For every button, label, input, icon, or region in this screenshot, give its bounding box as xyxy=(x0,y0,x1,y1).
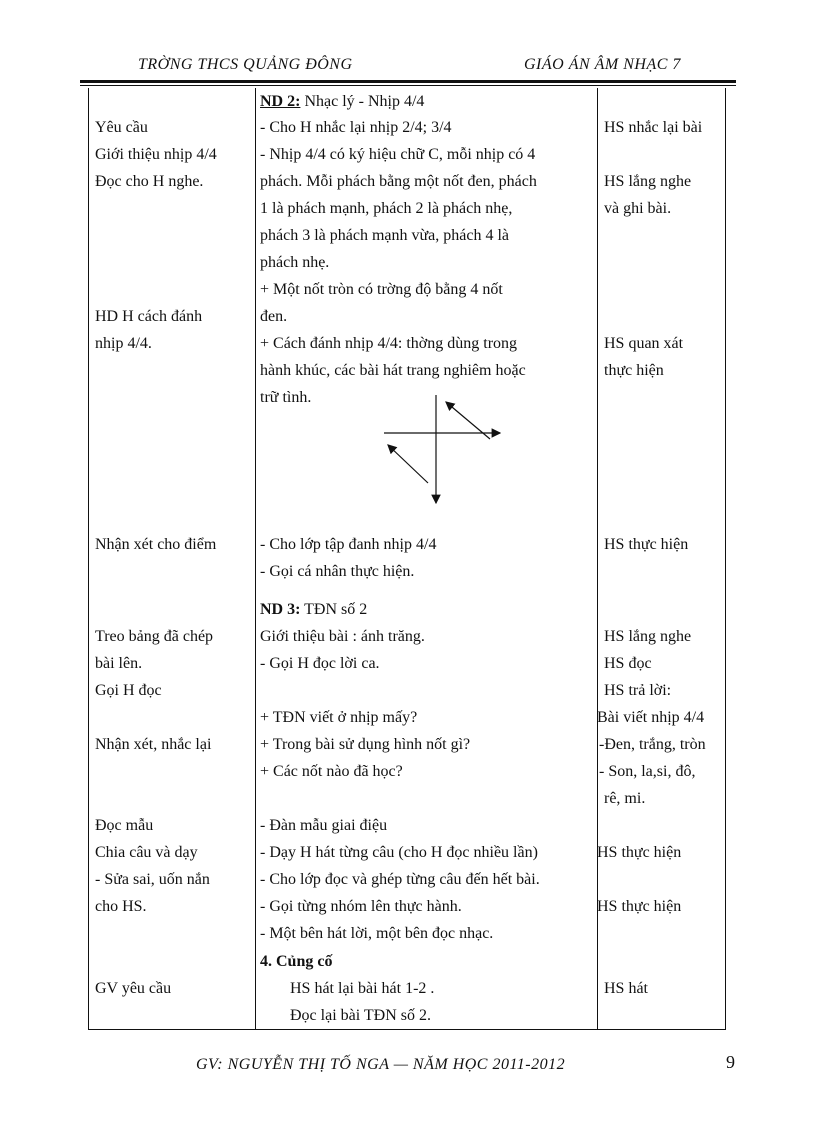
content-line: - Dạy H hát từng câu (cho H đọc nhiều lần) xyxy=(260,844,538,861)
content-line: phách. Mỗi phách bằng một nốt đen, phách xyxy=(260,173,537,190)
content-line: - Cho H nhắc lại nhịp 2/4; 3/4 xyxy=(260,119,452,136)
content-line: - Đàn mẫu giai điệu xyxy=(260,817,388,834)
section-label: ND 3: xyxy=(260,601,301,618)
content-line: - Gọi từng nhóm lên thực hành. xyxy=(260,898,462,915)
section-heading-nd3 xyxy=(260,596,367,623)
section-label: ND 2: xyxy=(260,93,301,110)
student-activity: và ghi bài. xyxy=(604,200,672,217)
teacher-activity: Chia câu và dạy xyxy=(95,844,198,861)
student-activity: rê, mi. xyxy=(604,790,646,807)
content-line: - Cho lớp đọc và ghép từng câu đến hết bài. xyxy=(260,871,540,888)
header-rule-thin xyxy=(80,85,736,86)
content-line: HS hát lại bài hát 1-2 . xyxy=(290,980,435,997)
teacher-activity: cho HS. xyxy=(95,898,147,915)
teacher-activity: Nhận xét, nhắc lại xyxy=(95,736,212,753)
teacher-activity: Giới thiệu nhịp 4/4 xyxy=(95,146,217,163)
teacher-activity: Yêu cầu xyxy=(95,119,148,136)
content-line: đen. xyxy=(260,308,288,325)
content-line: + Cách đánh nhịp 4/4: thờng dùng trong xyxy=(260,335,518,352)
column-divider-1 xyxy=(255,88,256,1030)
teacher-activity: bài lên. xyxy=(95,655,143,672)
teacher-activity: Treo bảng đã chép xyxy=(95,628,214,645)
teacher-activity: - Sửa sai, uốn nắn xyxy=(95,871,210,888)
student-activity: HS thực hiện xyxy=(597,844,682,861)
student-activity: HS lắng nghe xyxy=(604,173,692,190)
content-line: - Nhịp 4/4 có ký hiệu chữ C, mỗi nhịp có 4 xyxy=(260,146,536,163)
header-subject: GIÁO ÁN ÂM NHẠC 7 xyxy=(524,56,681,73)
teacher-activity: Đọc cho H nghe. xyxy=(95,173,204,190)
content-line: 1 là phách mạnh, phách 2 là phách nhẹ, xyxy=(260,200,513,217)
student-activity: HS đọc xyxy=(604,655,652,672)
header-school: TRỜNG THCS QUẢNG ĐÔNG xyxy=(138,56,353,73)
section-heading-cung-co: 4. Củng cố xyxy=(260,953,333,970)
header-rule-thick xyxy=(80,80,736,83)
student-activity: HS lắng nghe xyxy=(604,628,692,645)
student-activity: Bài viết nhịp 4/4 xyxy=(597,709,705,726)
content-line: + TĐN viết ở nhịp mấy? xyxy=(260,709,418,726)
section-title: Nhạc lý - Nhịp 4/4 xyxy=(300,93,425,110)
content-line: + Các nốt nào đã học? xyxy=(260,763,403,780)
content-line: phách 3 là phách mạnh vừa, phách 4 là xyxy=(260,227,510,244)
teacher-activity: Đọc mẫu xyxy=(95,817,154,834)
student-activity: HS nhắc lại bài xyxy=(604,119,703,136)
content-line: Giới thiệu bài : ánh trăng. xyxy=(260,628,425,645)
student-activity: HS thực hiện xyxy=(597,898,682,915)
content-line: + Trong bài sử dụng hình nốt gì? xyxy=(260,736,471,753)
footer-teacher: GV: NGUYỄN THỊ TỐ NGA — NĂM HỌC 2011-2012 xyxy=(196,1056,566,1073)
content-line: - Cho lớp tập đanh nhịp 4/4 xyxy=(260,536,437,553)
content-line: + Một nốt tròn có trờng độ bằng 4 nốt xyxy=(260,281,503,298)
content-line: trữ tình. xyxy=(260,389,312,406)
student-activity: - Son, la,si, đô, xyxy=(599,763,696,780)
teacher-activity: Nhận xét cho điểm xyxy=(95,536,217,553)
student-activity: -Đen, trắng, tròn xyxy=(599,736,706,753)
student-activity: thực hiện xyxy=(604,362,664,379)
content-line: - Gọi cá nhân thực hiện. xyxy=(260,563,415,580)
teacher-activity: HD H cách đánh xyxy=(95,308,203,325)
column-divider-2 xyxy=(597,88,598,1030)
content-line: - Một bên hát lời, một bên đọc nhạc. xyxy=(260,925,494,942)
content-line: hành khúc, các bài hát trang nghiêm hoặc xyxy=(260,362,526,379)
section-heading-nd2 xyxy=(260,88,424,115)
page-number: 9 xyxy=(726,1052,735,1072)
content-line: Đọc lại bài TĐN số 2. xyxy=(290,1007,432,1024)
student-activity: HS thực hiện xyxy=(604,536,689,553)
student-activity: HS trả lời: xyxy=(604,682,672,699)
beat-2-stroke xyxy=(388,445,428,483)
content-line: - Gọi H đọc lời ca. xyxy=(260,655,380,672)
content-line: phách nhẹ. xyxy=(260,254,330,271)
conducting-pattern-diagram xyxy=(380,395,510,510)
teacher-activity: nhịp 4/4. xyxy=(95,335,152,352)
section-title: TĐN số 2 xyxy=(300,601,368,618)
teacher-activity: GV yêu cầu xyxy=(95,980,172,997)
student-activity: HS quan xát xyxy=(604,335,684,352)
student-activity: HS hát xyxy=(604,980,648,997)
teacher-activity: Gọi H đọc xyxy=(95,682,162,699)
